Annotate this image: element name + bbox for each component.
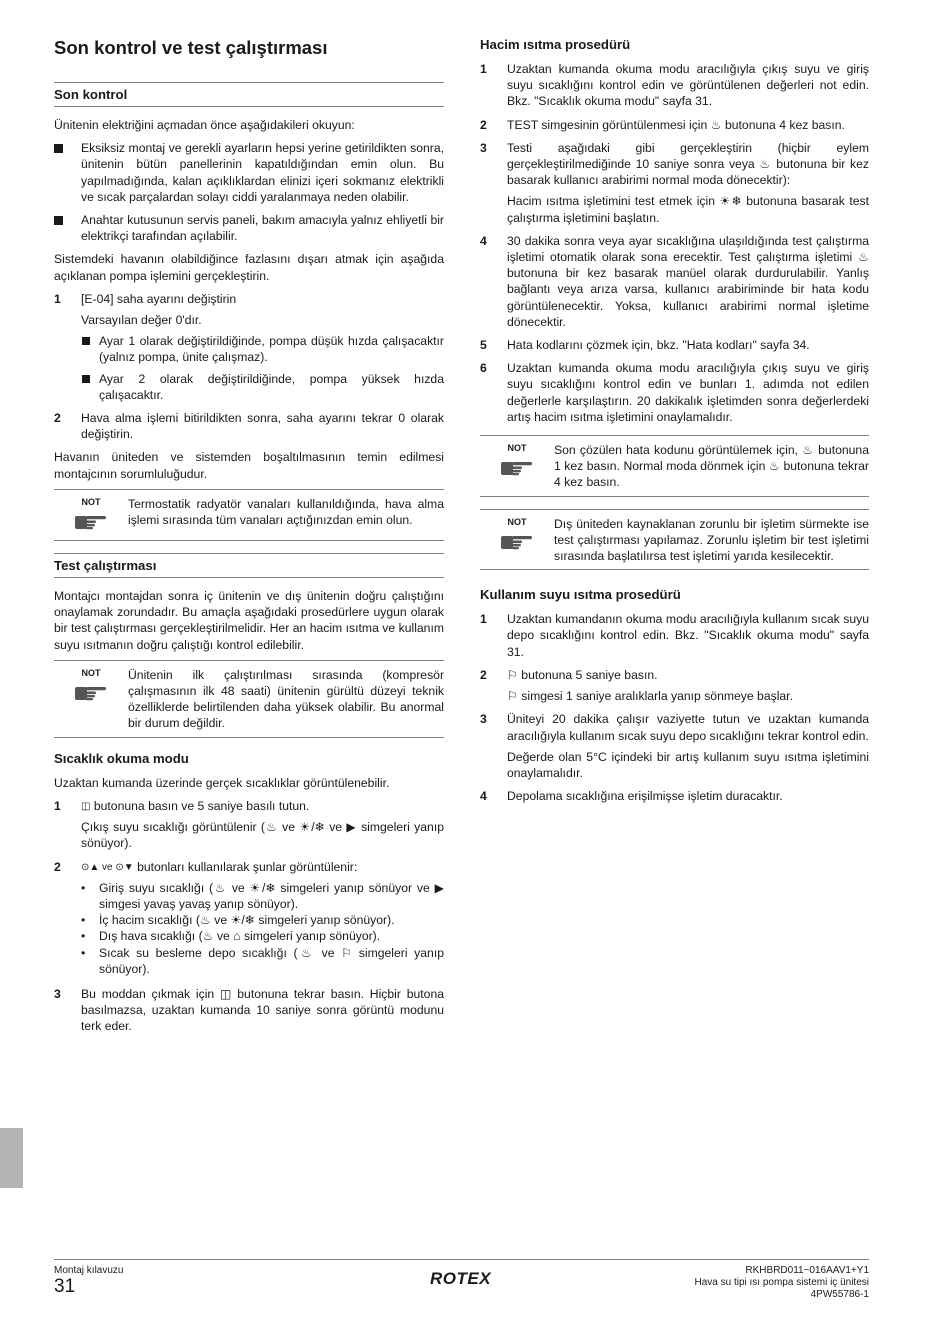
footer-manual-name: Montaj kılavuzu [54, 1265, 124, 1276]
numbered-step [480, 360, 869, 425]
sub-bullet: Ayar 2 olarak değiştirildiğinde, pompa yüksek hızda çalışacaktır. [81, 371, 444, 403]
note-box [54, 489, 444, 541]
step-text: Depolama sıcaklığına erişilmişse işletim duracaktır. [507, 789, 783, 804]
thermometer-button-icon: ◫ [81, 800, 91, 812]
step-number: 1 [480, 62, 487, 76]
up-down-buttons-icon: ⊙▲ ve ⊙▼ [81, 861, 134, 873]
step-number: 3 [480, 712, 487, 727]
dot-item: • Dış hava sıcaklığı (♨ ve ⌂ simgeleri yanıp sönüyor). [81, 928, 444, 944]
step-number: 4 [480, 233, 487, 248]
step-text: Hava alma işlemi bitirildikten sonra, saha ayarını tekrar 0 olarak değiştirin. [81, 411, 444, 442]
note-text: Ünitenin ilk çalıştırılması sırasında (kompresör çalışmasının ilk 48 saati) ünitenin gürültü düzeyi teknik özelliklerde belirtilenden daha yüksek olabilir. Bu anormal bir durum değildir. [128, 667, 444, 731]
step-text: Uzaktan kumandanın okuma modu aracılığıyla kullanım sıcak suyu depo sıcaklığını kontrol edin. Bkz. "Sıcaklık okuma modu" sayfa 31. [507, 612, 869, 659]
section-heading-son-kontrol: Son kontrol [54, 82, 444, 107]
step-text: [E-04] saha ayarını değiştirin [81, 291, 237, 306]
numbered-step [54, 859, 444, 977]
step-number: 1 [480, 612, 487, 627]
step-text-content: butonları kullanılarak şunlar görüntülenir: [137, 859, 358, 874]
dot-item: • Giriş suyu sıcaklığı (♨ ve ☀/❄ simgeleri yanıp sönüyor ve ▶ simgesi yavaş yavaş yanıp sönüyor). [81, 880, 444, 912]
note-box [480, 509, 869, 571]
subheading-sicaklik: Sıcaklık okuma modu [54, 750, 189, 766]
subheading-kullanim: Kullanım suyu ısıtma prosedürü [480, 587, 681, 603]
step-number: 4 [480, 789, 487, 804]
numbered-step [480, 711, 869, 781]
step-number: 2 [54, 859, 61, 874]
step-text: ⚐ butonuna 5 saniye basın. [507, 667, 658, 682]
step-detail: Hacim ısıtma işletimini test etmek için ☀❄ butonuna basarak test çalıştırma işletimini başlatın. [507, 194, 869, 225]
numbered-step [480, 140, 869, 226]
step-number: 2 [480, 117, 487, 132]
bullet-item: Eksiksiz montaj ve gerekli ayarların hepsi yerine getirildikten sonra, ünitenin bütün panellerinin kapatıldığından emin olun. Bu yapılmadığında, kalan açıklıklardan elinizi içeri sokmanız elektrikli ve sıcak parçalardan solayı ciddi yaralanmaya neden olabilir. [54, 140, 444, 205]
step-number: 5 [480, 338, 487, 353]
left-column [54, 36, 444, 1042]
chapter-side-tab [0, 1128, 23, 1188]
step-detail: Değerde olan 5°C içindeki bir artış kullanım suyu ısıtma işletimini onaylamalıdır. [507, 749, 869, 780]
paragraph: Havanın üniteden ve sistemden boşaltılmasının temin edilmesi montajcının sorumluluğudur. [54, 450, 444, 481]
numbered-step [54, 798, 444, 852]
numbered-step [480, 117, 869, 133]
pointing-hand-icon [74, 511, 108, 531]
numbered-step [480, 233, 869, 330]
step-text [81, 798, 444, 814]
step-text [81, 859, 444, 875]
footer-description: Hava su tipi ısı pompa sistemi iç ünitesi [694, 1277, 869, 1288]
note-label: NOT [507, 516, 527, 527]
step-text: Hata kodlarını çözmek için, bkz. "Hata kodları" sayfa 34. [507, 338, 810, 353]
note-label: NOT [81, 667, 101, 678]
dot-item: • İç hacim sıcaklığı (♨ ve ☀/❄ simgeleri yanıp sönüyor). [81, 912, 444, 928]
step-text: 30 dakika sonra veya ayar sıcaklığına ulaşıldığında test çalıştırma işletimi otomatik olarak sona erecektir. Test çalıştırma işletimi ♨ butonuna bir kez basarak manüel olarak durdurulabilir. Yanlış bağlantı veya arıza varsa, kullanıcı arabiriminde bir hata kodu görüntülenecektir. Yoksa, kullanıcı arabirimi normal işletime dönecektir. [507, 233, 869, 329]
step-text: TEST simgesinin görüntülenmesi için ♨ butonuna 4 kez basın. [507, 117, 845, 132]
numbered-step [54, 986, 444, 1035]
footer-divider [54, 1259, 869, 1260]
step-detail: Varsayılan değer 0'dır. [81, 313, 202, 328]
step-detail: Çıkış suyu sıcaklığı görüntülenir (♨ ve ☀/❄ ve ▶ simgeleri yanıp sönüyor). [81, 820, 444, 851]
footer-doc-info [694, 1265, 869, 1301]
page-number: 31 [54, 1276, 76, 1297]
paragraph: Ünitenin elektriğini açmadan önce aşağıdakileri okuyun: [54, 118, 355, 132]
note-text: Son çözülen hata kodunu görüntülemek için, ♨ butonuna 1 kez basın. Normal moda dönmek için ♨ butonuna tekrar 4 kez basın. [554, 443, 869, 490]
subheading-hacim: Hacim ısıtma prosedürü [480, 37, 631, 52]
note-icon-wrap [480, 442, 554, 491]
note-label: NOT [507, 443, 527, 454]
numbered-step [54, 291, 444, 403]
step-number: 3 [480, 140, 487, 155]
step-text: Üniteyi 20 dakika çalışır vaziyette tutun ve uzaktan kumanda aracılığıyla kullanım sıcak suyu depo sıcaklığını tekrar kontrol edin. [507, 712, 869, 743]
pointing-hand-icon [500, 457, 534, 477]
numbered-step [480, 667, 869, 704]
paragraph: Montajcı montajdan sonra iç ünitenin ve dış ünitenin doğru çalıştığını onaylamak zorundadır. Bu amaçla aşağıdaki prosedürlere uygun olarak bir test çalıştırması gerçekleştirilmelidir. Her an hacim ısıtma ve kullanım suyu ısıtmanın doğru çalıştığı kontrol edilebilir. [54, 589, 444, 652]
section-heading-test: Test çalıştırması [54, 553, 444, 578]
bullet-item: Anahtar kutusunun servis paneli, bakım amacıyla yalnız ehliyetli bir elektrikçi tarafından açılabilir. [54, 212, 444, 244]
note-box [480, 435, 869, 497]
step-text-content: butonuna basın ve 5 saniye basılı tutun. [93, 798, 310, 813]
paragraph: Sistemdeki havanın olabildiğince fazlasını dışarı atmak için aşağıda açıklanan pompa işlemini gerçekleştirin. [54, 252, 444, 283]
step-number: 1 [54, 798, 61, 813]
note-box [54, 660, 444, 738]
step-number: 2 [480, 667, 487, 682]
sub-bullet: Ayar 1 olarak değiştirildiğinde, pompa düşük hızda çalışacaktır (yalnız pompa, ünite çalışmaz). [81, 333, 444, 365]
numbered-step [480, 611, 869, 660]
numbered-step [480, 61, 869, 110]
right-column [480, 36, 869, 811]
note-icon-wrap [54, 667, 128, 732]
footer-model: RKHBRD011~016AAV1+Y1 [745, 1265, 869, 1276]
note-text: Termostatik radyatör vanaları kullanıldığında, hava alma işlemi sırasında tüm vanaları açtığınızdan emin olun. [128, 496, 444, 528]
step-text: Uzaktan kumanda okuma modu aracılığıyla çıkış suyu ve giriş suyu sıcaklığını kontrol edin ve bunları 1. adımda not edilen değerlerle karşılaştırın. 20 dakikalık işletimden sonra değerlerdeki artış hacim ısıtma işletimini onaylamalıdır. [507, 361, 869, 424]
step-number: 2 [54, 411, 61, 426]
step-text: Bu moddan çıkmak için ◫ butonuna tekrar basın. Hiçbir butona basılmazsa, uzaktan kumanda 10 saniye sonra görüntü modunu terk eder. [81, 986, 444, 1034]
dot-item: • Sıcak su besleme depo sıcaklığı (♨ ve ⚐ simgeleri yanıp sönüyor). [81, 945, 444, 977]
step-number: 1 [54, 291, 61, 306]
brand-logo: ROTEX [430, 1269, 492, 1288]
step-number: 6 [480, 361, 487, 376]
numbered-step [54, 410, 444, 442]
note-icon-wrap [54, 496, 128, 535]
footer-doc-number: 4PW55786-1 [810, 1289, 869, 1300]
step-text: Uzaktan kumanda okuma modu aracılığıyla çıkış suyu ve giriş suyu sıcaklığını kontrol edin ve görüntülenen değerleri not edin. Bkz. "Sıcaklık okuma modu" sayfa 31. [507, 62, 869, 109]
paragraph: Uzaktan kumanda üzerinde gerçek sıcaklıklar görüntülenebilir. [54, 775, 390, 790]
numbered-step [480, 788, 869, 804]
step-detail: ⚐ simgesi 1 saniye aralıklarla yanıp sönmeye başlar. [507, 689, 793, 704]
step-text: Testi aşağıdaki gibi gerçekleştirin (hiçbir eylem gerçekleştirilmediğinde 10 saniye sonra veya ♨ butonuna bir kez basarak kullanıcı arabirimi normal moda dönecektir): [507, 140, 869, 188]
page-title: Son kontrol ve test çalıştırması [54, 37, 328, 58]
note-label: NOT [81, 496, 101, 507]
step-number: 3 [54, 986, 61, 1001]
numbered-step [480, 337, 869, 353]
pointing-hand-icon [74, 682, 108, 702]
note-text: Dış üniteden kaynaklanan zorunlu bir işletim sürmekte ise test çalıştırması yapılamaz. Zorunlu işletim bir test işletimi sırasında başlatılırsa test işletimi yarıda kesilecektir. [554, 516, 869, 564]
pointing-hand-icon [500, 531, 534, 551]
note-icon-wrap [480, 516, 554, 565]
